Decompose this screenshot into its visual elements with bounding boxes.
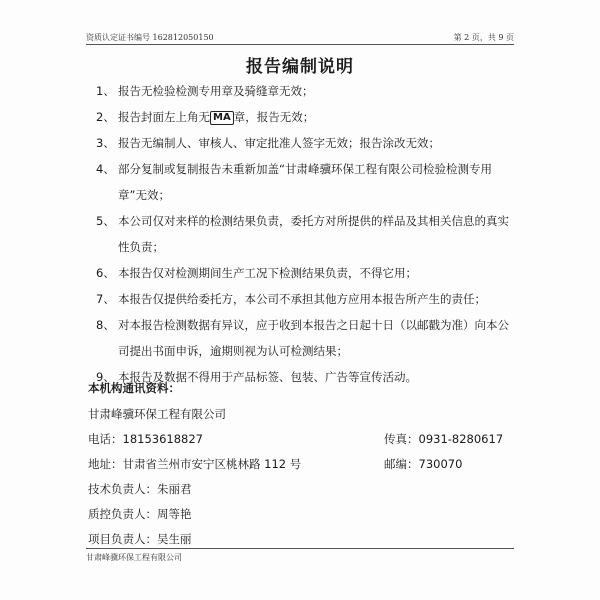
page-header bbox=[86, 30, 514, 45]
item-number: 7、 bbox=[96, 292, 115, 306]
list-item bbox=[96, 260, 516, 286]
item-text: 对本报告检测数据有异议，应于收到本报告之日起十日（以邮戳为准）向本公司提出书面申诉，逾期则视为认可检测结果； bbox=[118, 318, 509, 358]
item-number: 5、 bbox=[96, 214, 115, 228]
page-footer bbox=[86, 548, 514, 563]
postcode: 邮编：730070 bbox=[384, 457, 463, 471]
page-title: 报告编制说明 bbox=[246, 57, 354, 77]
list-item bbox=[96, 156, 516, 208]
item-number: 4、 bbox=[96, 162, 115, 176]
list-item bbox=[96, 78, 516, 104]
item-number: 8、 bbox=[96, 318, 115, 332]
list-item bbox=[96, 312, 516, 364]
company-name: 甘肃峰骥环保工程有限公司 bbox=[88, 407, 226, 421]
item-number: 3、 bbox=[96, 136, 115, 150]
notes-list bbox=[96, 78, 516, 390]
list-item bbox=[96, 130, 516, 156]
certificate-number: 资质认定证书编号 162812050150 bbox=[86, 33, 214, 42]
item-text: 本报告及数据不得用于产品标签、包装、广告等宣传活动。 bbox=[118, 370, 417, 384]
qc-lead: 质控负责人：周等艳 bbox=[88, 507, 192, 521]
phone-number: 电话：18153618827 bbox=[88, 432, 203, 446]
item-text: 报告无编制人、审核人、审定批准人签字无效；报告涂改无效； bbox=[118, 136, 440, 150]
address: 地址：甘肃省兰州市安宁区桃林路 112 号 bbox=[88, 457, 302, 471]
item-text: 报告无检验检测专用章及骑缝章无效； bbox=[118, 84, 314, 98]
page-number: 第 2 页，共 9 页 bbox=[453, 33, 514, 42]
item-text: 本报告仅对检测期间生产工况下检测结果负责，不得它用； bbox=[118, 266, 417, 280]
item-number: 9、 bbox=[96, 370, 115, 384]
item-number: 1、 bbox=[96, 84, 115, 98]
contact-heading: 本机构通讯资料： bbox=[88, 381, 180, 395]
item-text: 部分复制或复制报告未重新加盖“甘肃峰骥环保工程有限公司检验检测专用章”无效； bbox=[118, 162, 492, 202]
item-text: 章，报告无效； bbox=[233, 110, 315, 124]
ma-stamp-icon: MA bbox=[210, 111, 234, 125]
fax-number: 传真：0931-8280617 bbox=[384, 432, 504, 446]
phone-fax-row bbox=[88, 427, 528, 452]
item-text: 报告封面左上角无 bbox=[118, 110, 210, 124]
technical-lead: 技术负责人：朱丽君 bbox=[88, 482, 192, 496]
item-number: 6、 bbox=[96, 266, 115, 280]
contact-section bbox=[88, 380, 528, 552]
list-item bbox=[96, 104, 516, 130]
item-text: 本报告仅提供给委托方，本公司不承担其他方应用本报告所产生的责任； bbox=[118, 292, 486, 306]
footer-company: 甘肃峰骥环保工程有限公司 bbox=[86, 553, 182, 562]
item-number: 2、 bbox=[96, 110, 115, 124]
item-text: 本公司仅对来样的检测结果负责，委托方对所提供的样品及其相关信息的真实性负责； bbox=[118, 214, 509, 254]
project-lead: 项目负责人：吴生丽 bbox=[88, 532, 192, 546]
list-item bbox=[96, 286, 516, 312]
address-postcode-row bbox=[88, 452, 528, 477]
list-item bbox=[96, 208, 516, 260]
